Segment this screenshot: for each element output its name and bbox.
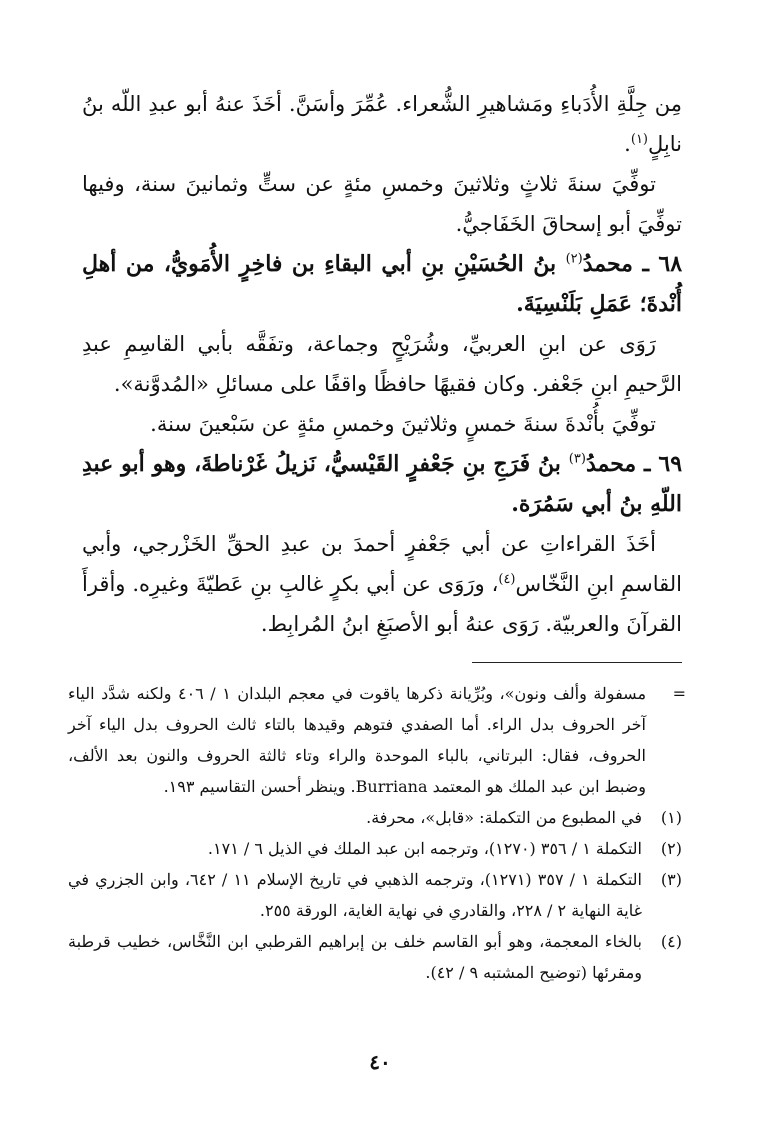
footnote-1 [68,802,682,833]
footnote-ref-1[interactable]: (١) [630,132,648,147]
footnote-ref-4[interactable]: (٤) [498,572,516,587]
footnote-continuation-text: مسفولة وألف ونون»، وبُرِّيانة ذكرها ياقوت في معجم البلدان ١ / ٤٠٦ ولكنه شدَّد الياء آخر الحروف بدل الراء. أما الصفدي فتوهم وقيدها بالتاء ثالث الحروف بدل الياء آخر الحروف، فقال: البرتاني، بالباء الموحدة والراء وتاء ثالثة الحروف والنون بعد الألف، وضبط ابن عبد الملك هو المعتمد Burriana. وينظر أحسن التقاسيم ١٩٣. [68,684,647,796]
footnote-text: في المطبوع من التكملة: «قابل»، محرفة. [366,808,642,827]
footnote-number: (١) [660,808,682,827]
footnote-ref-2[interactable]: (٢) [565,251,583,267]
footnotes [68,678,686,988]
continuation-mark: = [672,684,686,703]
footnote-separator [472,662,682,663]
footnote-text: بالخاء المعجمة، وهو أبو القاسم خلف بن إبراهيم القرطبي ابن النَّخَّاس، خطيب قرطبة ومقرئها (توضيح المشتبه ٩ / ٤٢). [68,932,642,982]
page-number: ٤٠ [369,1050,391,1074]
footnote-2 [68,833,682,864]
footnote-4 [68,926,682,988]
footnote-number: (٤) [660,932,682,951]
entry-68-heading: ٦٨ ـ محمدُ$^{(٢)}$ بنُ الحُسَيْنِ بنِ أبي البقاءِ بن فاخِرٍ الأُمَويُّ، من أهلِ أُنْدةَ؛ عَمَلِ بَلَنْسِيَةَ. [82,251,683,317]
footnote-number: (٢) [660,839,682,858]
paragraph-2: توفِّيَ سنةَ ثلاثٍ وثلاثينَ وخمسِ مئةٍ عن ستٍّ وثمانينَ سنة، وفيها توفِّيَ أبو إسحاقَ الخَفَاجيُّ. [82,172,682,236]
entry-69-heading: ٦٩ ـ محمدُ$^{(٣)}$ بنُ فَرَجِ بنِ جَعْفرٍ القَيْسيُّ، نَزيلُ غَرْناطةَ، وهو أبو عبدِ اللّهِ بنُ أبي سَمُرَة. [82,451,683,517]
footnote-text: التكملة ١ / ٣٥٦ (١٢٧٠)، وترجمه ابن عبد الملك في الذيل ٦ / ١٧١. [207,839,642,858]
paragraph-4: توفِّيَ بأُنْدةَ سنةَ خمسٍ وثلاثينَ وخمسِ مئةٍ عن سَبْعينَ سنة. [150,412,656,436]
main-text [82,84,682,644]
paragraph-3: رَوَى عن ابنِ العربيِّ، وشُرَيْحٍ وجماعة، وتفَقَّه بأبي القاسِمِ عبدِ الرَّحيمِ ابنِ جَعْفر. وكان فقيهًا حافظًا واقفًا على مسائلِ «المُدوَّنة». [82,332,682,396]
footnote-continuation [68,678,686,802]
footnote-3 [68,864,682,926]
footnote-number: (٣) [660,870,682,889]
footnote-ref-3[interactable]: (٣) [568,451,586,467]
paragraph-1: مِن جِلَّةِ الأُدَباءِ ومَشاهيرِ الشُّعراء. عُمِّرَ وأسَنَّ. أخَذَ عنهُ أبو عبدِ اللّه بنُ نابِلٍ$^{(١)}$. [82,92,682,156]
paragraph-5: أخَذَ القراءاتِ عن أبي جَعْفرٍ أحمدَ بن عبدِ الحقِّ الخَزْرجي، وأبي القاسمِ ابنِ النَّخّاس$^{(٤)}$، ورَوَى عن أبي بكرٍ غالبِ بنِ عَطيّةَ وغيرِه. وأقرأَ القرآنَ والعربيّة. رَوَى عنهُ أبو الأصبَغِ ابنُ المُرابِط. [82,532,682,636]
footnote-text: التكملة ١ / ٣٥٧ (١٢٧١)، وترجمه الذهبي في تاريخ الإسلام ١١ / ٦٤٢، وابن الجزري في غاية النهاية ٢ / ٢٢٨، والقادري في نهاية الغاية، الورقة ٢٥٥. [68,870,642,920]
